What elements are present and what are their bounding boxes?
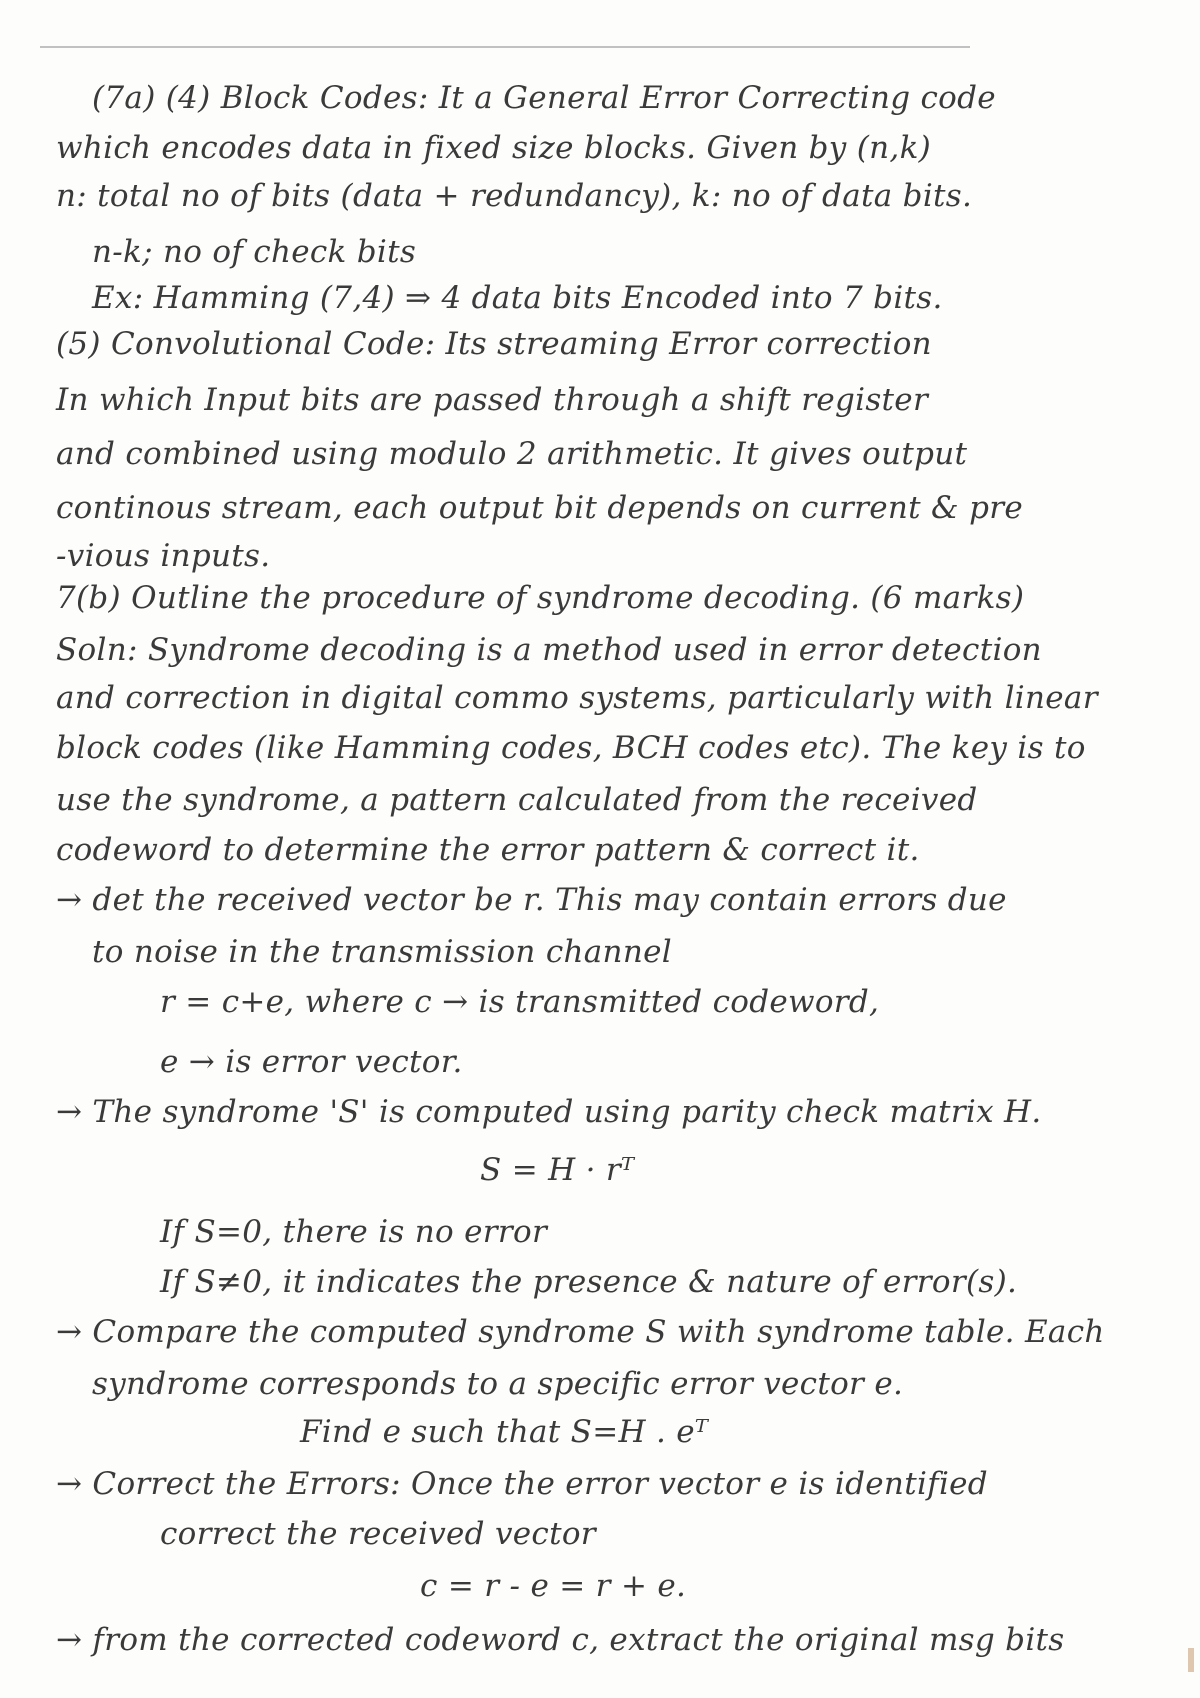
note-line: syndrome corresponds to a specific error vector e.	[92, 1366, 904, 1402]
note-line: Ex: Hamming (7,4) ⇒ 4 data bits Encoded into 7 bits.	[92, 280, 943, 316]
note-line: If S=0, there is no error	[160, 1214, 548, 1250]
note-line: codeword to determine the error pattern & correct it.	[56, 832, 920, 868]
note-line: which encodes data in fixed size blocks. Given by (n,k)	[56, 130, 932, 166]
note-line: and combined using modulo 2 arithmetic. It gives output	[56, 436, 968, 472]
note-line: → The syndrome 'S' is computed using parity check matrix H.	[56, 1094, 1042, 1130]
note-line: block codes (like Hamming codes, BCH codes etc). The key is to	[56, 730, 1086, 766]
top-rule	[40, 46, 970, 48]
note-line: r = c+e, where c → is transmitted codeword,	[160, 984, 880, 1020]
note-line: 7(b) Outline the procedure of syndrome decoding. (6 marks)	[56, 580, 1025, 616]
note-line: If S≠0, it indicates the presence & nature of error(s).	[160, 1264, 1018, 1300]
note-line: continous stream, each output bit depends on current & pre	[56, 490, 1024, 526]
note-line: Find e such that S=H . eᵀ	[300, 1414, 709, 1450]
note-line: S = H · rᵀ	[480, 1152, 635, 1188]
note-line: (5) Convolutional Code: Its streaming Error correction	[56, 326, 932, 362]
page-edge-mark	[1188, 1648, 1194, 1672]
note-line: n-k; no of check bits	[92, 234, 417, 270]
note-line: to noise in the transmission channel	[92, 934, 672, 970]
note-line: → Correct the Errors: Once the error vector e is identified	[56, 1466, 988, 1502]
note-line: → from the corrected codeword c, extract the original msg bits	[56, 1622, 1065, 1658]
note-line: and correction in digital commo systems, particularly with linear	[56, 680, 1098, 716]
note-line: Soln: Syndrome decoding is a method used in error detection	[56, 632, 1042, 668]
note-line: correct the received vector	[160, 1516, 596, 1552]
note-line: In which Input bits are passed through a shift register	[56, 382, 929, 418]
note-line: use the syndrome, a pattern calculated from the received	[56, 782, 978, 818]
note-line: -vious inputs.	[56, 538, 271, 574]
note-line: c = r - e = r + e.	[420, 1568, 687, 1604]
note-line: (7a) (4) Block Codes: It a General Error Correcting code	[92, 80, 996, 116]
note-line: → det the received vector be r. This may contain errors due	[56, 882, 1007, 918]
note-line: n: total no of bits (data + redundancy), k: no of data bits.	[56, 178, 973, 214]
note-line: → Compare the computed syndrome S with syndrome table. Each	[56, 1314, 1105, 1350]
note-line: e → is error vector.	[160, 1044, 463, 1080]
